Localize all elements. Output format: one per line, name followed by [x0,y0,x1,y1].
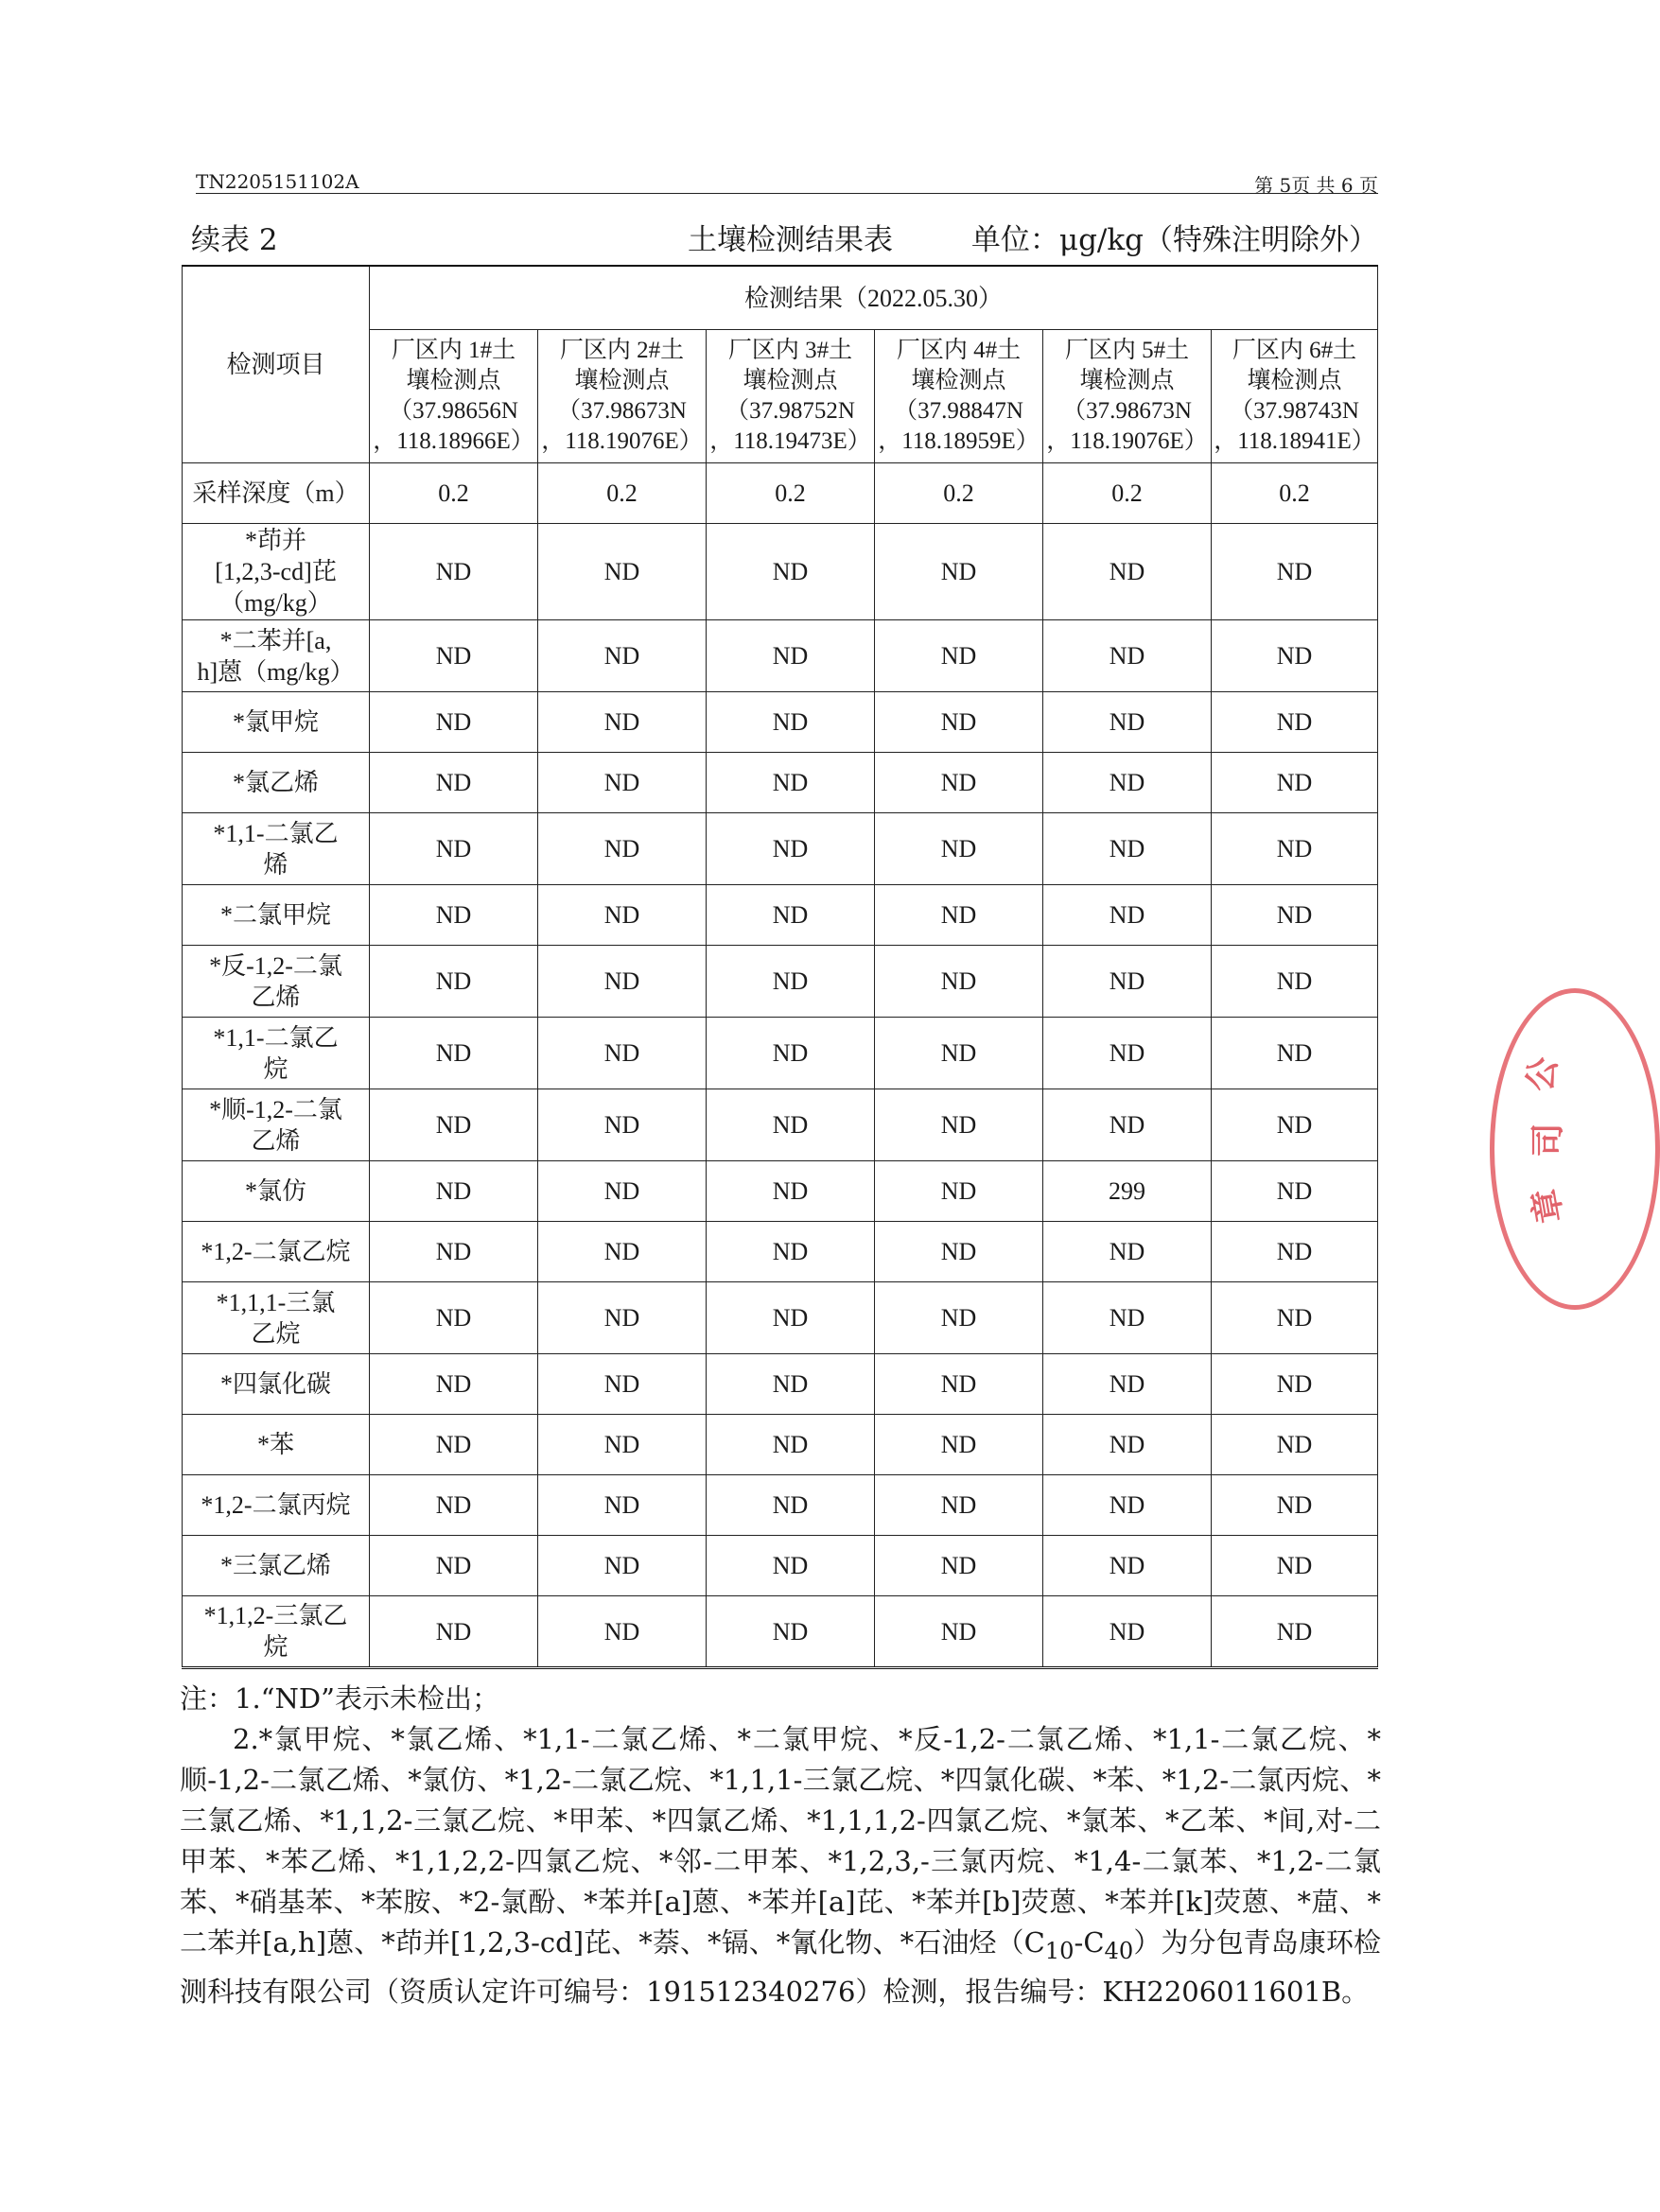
test-item-cell [183,1222,370,1282]
test-item-line: *1,1-二氯乙 [213,819,339,847]
test-item-line: 乙烯 [251,1126,301,1155]
result-value-cell: ND [1043,1475,1212,1536]
sampling-point-header [707,330,875,463]
result-value-cell: ND [1043,885,1212,946]
result-value-cell: ND [1043,1536,1212,1596]
result-value-cell: ND [1212,1415,1378,1475]
result-value-cell: ND [707,1475,875,1536]
table-row [183,1282,1378,1354]
table-row [183,1161,1378,1222]
result-value-cell: ND [875,753,1043,813]
header-row [183,266,1378,330]
table-row [183,885,1378,946]
result-value-cell: ND [1043,1222,1212,1282]
test-item-line: *1,2-二氯乙烷 [201,1238,351,1265]
result-value-cell: ND [707,1222,875,1282]
result-value-cell: ND [1212,1018,1378,1089]
result-value-cell: ND [707,1415,875,1475]
test-item-line: *1,2-二氯丙烷 [201,1491,351,1519]
result-value-cell: ND [1043,1354,1212,1415]
test-item-line: *三氯乙烯 [219,1552,331,1579]
note-2-text-end: ）为分包青岛康环检测科技有限公司（资质认定许可编号：191512340276）检测，报告编号：KH2206011601B。 [180,1926,1381,2008]
result-value-cell: 0.2 [538,463,707,524]
result-value-cell: ND [1043,692,1212,753]
result-value-cell: ND [707,753,875,813]
result-value-cell: ND [707,620,875,692]
note-2-text: 2.*氯甲烷、*氯乙烯、*1,1-二氯乙烯、*二氯甲烷、*反-1,2-二氯乙烯、*1,1-二氯乙烷、*顺-1,2-二氯乙烯、*氯仿、*1,2-二氯乙烷、*1,1,1-三氯乙烷、*四氯化碳、*苯、*1,2-二氯丙烷、*三氯乙烯、*1,1,2-三氯乙烷、*甲苯、*四氯乙烯、*1,1,1,2-四氯乙烷、*氯苯、*乙苯、*间,对-二甲苯、*苯乙烯、*1,1,2,2-四氯乙烷、*邻-二甲苯、*1,2,3,-三氯丙烷、*1,4-二氯苯、*1,2-二氯苯、*硝基苯、*苯胺、*2-氯酚、*苯并[a]蒽、*苯并[a]芘、*苯并[b]荧蒽、*苯并[k]荧蒽、*䓛、*二苯并[a,h]蒽、*茚并[1,2,3-cd]芘、*萘、*镉、*氰化物、*石油烃（C [180,1723,1381,1959]
result-value-cell: ND [370,1161,538,1222]
point-4-line-2: 壤检测点 [911,368,1006,393]
item-header-cell: 检测项目 [183,266,370,463]
sampling-point-header [1212,330,1378,463]
result-value-cell: ND [538,1596,707,1668]
result-value-cell: ND [1043,1596,1212,1668]
result-value-cell: ND [1212,1536,1378,1596]
point-3-line-4: ，118.19473E） [709,428,871,454]
table-row [183,620,1378,692]
note-2 [180,1719,1381,2012]
result-value-cell: ND [370,946,538,1018]
seal-char: 司 [1528,1123,1568,1158]
point-1-line-3: （37.98656N [389,398,518,424]
point-5-line-1: 厂区内 5#土 [1064,338,1190,363]
result-value-cell: ND [538,524,707,620]
test-item-line: *氯仿 [244,1177,306,1205]
carbon-subscript-1: 10 [1044,1937,1075,1964]
result-value-cell: ND [1043,946,1212,1018]
result-value-cell: ND [1212,885,1378,946]
result-value-cell: ND [707,692,875,753]
result-value-cell: ND [875,1222,1043,1282]
point-2-line-4: ，118.19076E） [541,428,703,454]
result-value-cell: ND [875,1354,1043,1415]
result-value-cell: ND [370,1282,538,1354]
result-value-cell: ND [875,885,1043,946]
result-value-cell: ND [370,1354,538,1415]
page-header [196,170,1378,197]
table-row [183,1475,1378,1536]
test-item-line: （mg/kg） [219,589,332,617]
test-item-cell [183,1089,370,1161]
point-2-line-3: （37.98673N [557,398,687,424]
result-value-cell: ND [538,1089,707,1161]
carbon-dash: -C [1074,1926,1105,1959]
point-1-line-4: ，118.18966E） [373,428,534,454]
test-item-line: 烷 [263,1633,288,1661]
test-item-line: *1,1,2-三氯乙 [203,1602,348,1629]
result-value-cell: 0.2 [370,463,538,524]
result-value-cell: ND [875,1282,1043,1354]
sampling-point-header [875,330,1043,463]
result-value-cell: ND [707,1536,875,1596]
result-value-cell: ND [1043,620,1212,692]
result-value-cell: ND [707,946,875,1018]
point-3-line-3: （37.98752N [725,398,855,424]
result-value-cell: ND [1043,1282,1212,1354]
result-value-cell: ND [1212,1222,1378,1282]
point-5-line-2: 壤检测点 [1079,368,1175,393]
result-value-cell: ND [538,1161,707,1222]
table-row [183,1596,1378,1668]
point-5-line-4: ，118.19076E） [1046,428,1208,454]
unit-label: 单位：μg/kg（特殊注明除外） [970,223,1378,257]
table-row [183,946,1378,1018]
point-6-line-2: 壤检测点 [1247,368,1342,393]
result-value-cell: ND [875,524,1043,620]
report-number: TN2205151102A [196,170,359,193]
point-4-line-4: ，118.18959E） [878,428,1040,454]
result-value-cell: 0.2 [707,463,875,524]
result-value-cell: ND [875,1415,1043,1475]
test-item-line: *二苯并[a, [219,626,332,654]
result-value-cell: ND [1212,946,1378,1018]
result-value-cell: ND [875,1536,1043,1596]
test-item-line: *二氯甲烷 [219,901,331,929]
test-item-cell [183,1354,370,1415]
test-item-line: *茚并 [244,527,306,554]
result-value-cell: ND [707,524,875,620]
test-item-line: *氯甲烷 [232,708,319,736]
carbon-subscript-2: 40 [1104,1937,1134,1964]
result-value-cell: ND [370,1536,538,1596]
result-value-cell: ND [370,524,538,620]
result-value-cell: ND [1043,753,1212,813]
sampling-point-header [1043,330,1212,463]
result-value-cell: ND [1043,813,1212,885]
test-item-cell [183,946,370,1018]
test-item-cell [183,1018,370,1089]
result-value-cell: ND [370,692,538,753]
note-1: 注：1.“ND”表示未检出； [180,1682,499,1715]
point-3-line-2: 壤检测点 [743,368,838,393]
table-row [183,524,1378,620]
result-value-cell: ND [1212,524,1378,620]
table-row [183,753,1378,813]
result-value-cell: ND [707,1354,875,1415]
result-value-cell: ND [875,946,1043,1018]
result-value-cell: ND [707,1018,875,1089]
result-value-cell: 299 [1043,1161,1212,1222]
result-value-cell: ND [707,1089,875,1161]
test-item-cell [183,620,370,692]
table-row [183,1018,1378,1089]
result-value-cell: ND [875,1475,1043,1536]
test-item-cell [183,1161,370,1222]
result-value-cell: ND [1212,1354,1378,1415]
result-value-cell: ND [1043,1018,1212,1089]
sampling-point-header [538,330,707,463]
table-continuation-label: 续表 2 [191,223,278,257]
point-5-line-3: （37.98673N [1062,398,1192,424]
result-value-cell: ND [875,620,1043,692]
result-value-cell: ND [370,885,538,946]
point-1-line-1: 厂区内 1#土 [391,338,516,363]
test-item-line: *氯乙烯 [232,769,319,796]
result-value-cell: ND [1043,1089,1212,1161]
result-value-cell: ND [1043,524,1212,620]
result-value-cell: ND [538,885,707,946]
test-item-line: *反-1,2-二氯 [209,951,342,980]
result-value-cell: ND [370,1596,538,1668]
test-item-line: *四氯化碳 [219,1370,331,1398]
result-value-cell: ND [875,692,1043,753]
result-value-cell: ND [707,1282,875,1354]
test-item-line: 乙烷 [251,1319,301,1348]
result-value-cell: ND [707,1596,875,1668]
test-item-cell [183,524,370,620]
result-value-cell: ND [875,1018,1043,1089]
result-value-cell: ND [370,620,538,692]
point-6-line-1: 厂区内 6#土 [1232,338,1357,363]
result-value-cell: ND [1212,753,1378,813]
result-value-cell: ND [538,1415,707,1475]
result-value-cell: ND [370,1222,538,1282]
test-item-cell [183,813,370,885]
result-value-cell: ND [707,813,875,885]
test-item-line: 采样深度（m） [192,479,359,507]
test-item-cell [183,1596,370,1668]
result-value-cell: ND [1043,1415,1212,1475]
result-value-cell: ND [707,885,875,946]
result-value-cell: ND [538,1222,707,1282]
result-value-cell: ND [1212,1596,1378,1668]
test-item-line: *1,1-二氯乙 [213,1023,339,1052]
point-4-line-3: （37.98847N [894,398,1023,424]
test-item-line: 烷 [263,1054,288,1083]
result-value-cell: ND [875,813,1043,885]
result-value-cell: ND [370,753,538,813]
results-header-cell: 检测结果（2022.05.30） [370,266,1378,330]
test-item-cell [183,463,370,524]
result-value-cell: ND [370,813,538,885]
result-value-cell: ND [1212,1161,1378,1222]
test-item-line: 烯 [263,850,288,879]
test-item-line: h]蒽（mg/kg） [197,657,355,686]
table-row [183,1354,1378,1415]
test-item-cell [183,1415,370,1475]
result-value-cell: ND [538,620,707,692]
point-4-line-1: 厂区内 4#土 [896,338,1022,363]
table-row [183,463,1378,524]
result-value-cell: ND [370,1089,538,1161]
result-value-cell: ND [538,692,707,753]
result-value-cell: ND [538,1018,707,1089]
table-title: 土壤检测结果表 [688,223,893,257]
company-seal-stamp [1490,988,1660,1310]
result-value-cell: ND [538,813,707,885]
result-value-cell: ND [370,1018,538,1089]
table-row [183,1222,1378,1282]
point-3-line-1: 厂区内 3#土 [727,338,853,363]
seal-char: 公 [1519,1054,1565,1095]
results-table-body [183,266,1378,1668]
point-1-line-2: 壤检测点 [406,368,501,393]
result-value-cell: ND [875,1089,1043,1161]
result-value-cell: ND [1212,692,1378,753]
result-value-cell: ND [538,946,707,1018]
soil-results-table [182,265,1378,1669]
test-item-line: *1,1,1-三氯 [216,1288,336,1316]
result-value-cell: 0.2 [1043,463,1212,524]
table-row [183,1415,1378,1475]
test-item-line: *苯 [256,1431,294,1458]
result-value-cell: 0.2 [875,463,1043,524]
test-item-cell [183,885,370,946]
result-value-cell: ND [875,1161,1043,1222]
seal-char: 章 [1525,1185,1571,1227]
result-value-cell: ND [538,753,707,813]
result-value-cell: ND [370,1475,538,1536]
result-value-cell: ND [1212,620,1378,692]
result-value-cell: ND [370,1415,538,1475]
result-value-cell: ND [1212,1475,1378,1536]
result-value-cell: ND [875,1596,1043,1668]
table-title-row [191,216,1378,259]
result-value-cell: ND [538,1354,707,1415]
test-item-cell [183,1282,370,1354]
result-value-cell: ND [707,1161,875,1222]
point-2-line-1: 厂区内 2#土 [559,338,685,363]
result-value-cell: ND [1212,1282,1378,1354]
notes [180,1679,1381,2012]
test-item-cell [183,1536,370,1596]
sampling-point-header [370,330,538,463]
test-item-cell [183,753,370,813]
point-2-line-2: 壤检测点 [574,368,670,393]
result-value-cell: ND [1212,813,1378,885]
test-item-line: 乙烯 [251,983,301,1011]
test-item-line: *顺-1,2-二氯 [209,1095,342,1123]
table-row [183,1089,1378,1161]
result-value-cell: ND [538,1475,707,1536]
result-value-cell: ND [538,1282,707,1354]
table-row [183,1536,1378,1596]
result-value-cell: ND [538,1536,707,1596]
test-item-cell [183,1475,370,1536]
point-6-line-4: ，118.18941E） [1214,428,1375,454]
result-value-cell: ND [1212,1089,1378,1161]
point-6-line-3: （37.98743N [1230,398,1359,424]
result-value-cell: 0.2 [1212,463,1378,524]
page-number: 第 5页 共 6 页 [1254,174,1378,197]
table-row [183,692,1378,753]
table-row [183,813,1378,885]
test-item-line: [1,2,3-cd]芘 [215,558,337,585]
test-item-cell [183,692,370,753]
